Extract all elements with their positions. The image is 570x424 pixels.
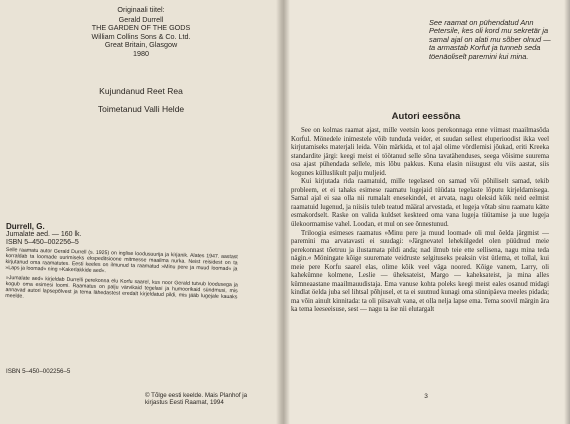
original-year: 1980: [133, 48, 149, 58]
designer-credit: Kujundanud Reet Rea: [99, 86, 183, 96]
cip-author: Durrell, G.: [6, 222, 45, 231]
original-place: Great Britain, Glasgow: [104, 40, 178, 50]
original-title-label: Originaali tiitel:: [117, 5, 165, 14]
catalog-record: [6, 222, 238, 299]
page-edge-shadow: [564, 0, 570, 424]
section-heading: Autori eessõna: [391, 111, 461, 122]
cip-paragraph: »Jumalate aed« kirjeldab Durrelli perekonna elu Korfu saarel, kus noor Gerald tutvub loodusega ja kogub oma esimesi loomi. Raamatus on palju värvikaid tegelasi ja humoorikaid sündmusi, mis annavad autori lapsepõlvest ja tema lähedastest eredalt kirjeldatud pildi, mis jääb lugejale kauaks meelde.: [5, 274, 238, 301]
body-paragraph: Triloogia esimeses raamatus »Minu pere ja muud loomad« oli mul õelda järgmist — paremini ma arvatavasti ei suudagi: »Järgnevatel lehekülgedel olen püüdnud meie perekonnast tõetruu ja ilustamata pildi anda; nad ilmub teie ette sellisena, nagu mina teda nägin.« Möningate kõige suuremate veidruste selgituseks peaksin vist ütlema, et tollal, kui meie pere Korfu saarel elas, olime kõik veel väga noored. Kõige vanem, Larry, oli kahekümne kolmene, Leslie — üheksateist, Margo — kaheksateist, ja mina alles kümneaastane maailmauudistaja. Ema vanuse kohta poleks keegi meist eales osanud midagi kindlat öelda juba sel lihtsal põhjusel, et ta ei suutnud kunagi oma sünnipäeva meeles pidada; ma võin ainult kinnitada: ta oli piisavalt vana, et olla nelja lapse ema. Tema soovil märgin ära ka tema leeseeisuse, sest — nagu ta ise nii elutargalt: [291, 229, 549, 314]
body-paragraph: See on kolmas raamat ajast, mille veetsin koos perekonnaga enne viimast maailmasõda Korful. Mönedele inimestele võib tunduda veider, et suudan sellest eluperioodist ikka veel kirjutamiseks materjali leida. Vöin märkida, et tol ajal olime vördlemisi jõukad, eriti Kreeka standardite järgi: keegi meist ei töötanud selle sõna tavatähenduses, seega võisime suurema osa ajast pühendada sellele, mis lõbu pakkus. Kuna elasin niisugust elu viis aastat, siis kogunes külluslikult palju muljeid.: [291, 127, 549, 177]
page-number: 3: [424, 393, 428, 400]
left-page: [0, 0, 282, 424]
dedication-epigraph: See raamat on pühendatud Ann Petersile, kes oli kord mu sekretär ja samal ajal on alati mu sõber olnud — ta armastab Korfut ja tunneb seda töenäoliselt paremini kui mina.: [429, 18, 551, 61]
right-page: [282, 0, 570, 424]
preface-body: [291, 127, 549, 315]
body-paragraph: Kui kirjutada rida raamatuid, mille tegelased on samad või põhiliselt samad, tekib probleem, et ei tahaks esimese raamatu lugejaid tüüdata tegelaste lõputu kirjeldamisega. Samal ajal ei saa olla nii rumalalt enesekindel, et arvata, nagu oleksid kõik neid eelmist raamatuid lugenud, ja niisiis tuleb teatud määral arvestada, et lugeja võtab sinu raamatu kätte esmakordselt. Raske on valida kuldset keskteed oma vana lugeja tüütamise ja uue lugeja ülekoormamise vahel. Loodan, et mul on see õnnestunud.: [291, 178, 549, 229]
original-title-block: [0, 6, 282, 59]
copyright-line: © Tõlge eesti keelde. Mais Planhof ja: [145, 392, 248, 399]
book-gutter: [276, 0, 290, 424]
copyright-block: [145, 392, 280, 407]
editor-credit: Toimetanud Valli Helde: [97, 104, 185, 114]
original-title: THE GARDEN OF THE GODS: [91, 23, 191, 33]
copyright-line: kirjastus Eesti Raamat, 1994: [145, 399, 224, 407]
cip-title-line: Jumalate aed. — 160 lk.: [6, 231, 82, 238]
cip-paragraph: Selle raamatu autor Gerald Durrell (s. 1925) on inglise loodusuurija ja kirjanik. Alates 1947. aastast korraldab ta loomade uurimiseks ekspeditsioone mitmesse maailma nurka. Neist reisidest on ta kirjutanud oma raamatutes. Eesti keeles on ilmunud ta raamatud »Minu pere ja muud loomad« ja »Laps ja loomad« ning »Kakerlakkide aed«.: [5, 247, 238, 275]
original-publisher: William Collins Sons & Co. Ltd.: [91, 31, 191, 41]
original-author: Gerald Durrell: [118, 14, 164, 24]
isbn-bottom: ISBN 5–450–002256–5: [6, 368, 71, 375]
cip-isbn: ISBN 5–450–002256–5: [6, 239, 79, 247]
